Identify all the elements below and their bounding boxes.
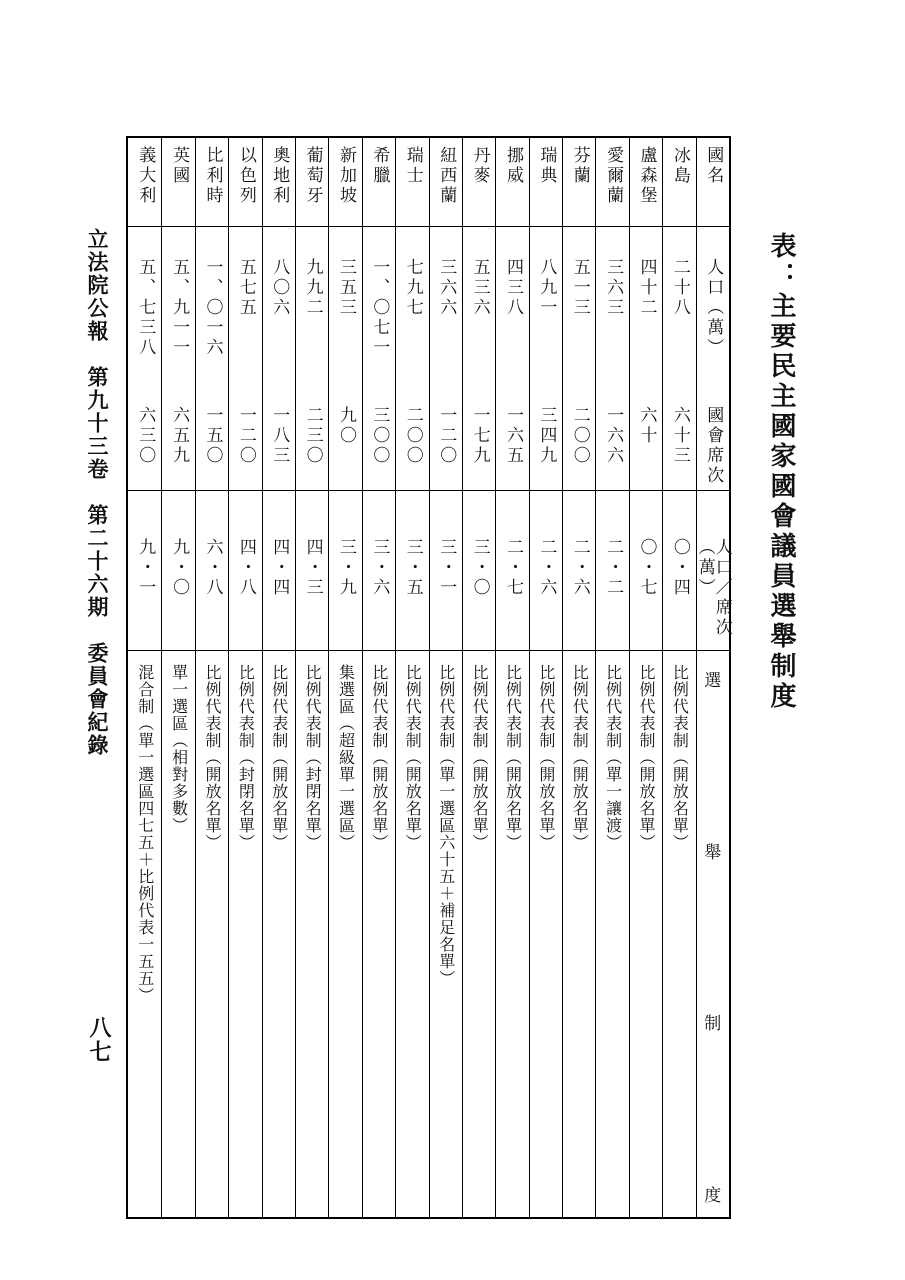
population-value: 一、〇一六: [202, 258, 223, 358]
system-value: 比例代表制（開放名單）: [637, 664, 657, 851]
ratio-value: 三・〇: [469, 538, 490, 598]
seats-value: 一七九: [469, 406, 490, 466]
header-population: 人口（萬）: [703, 258, 724, 358]
header-system-char: 舉: [704, 842, 722, 863]
country-name: 冰島: [669, 146, 690, 186]
system-value: 比例代表制（封閉名單）: [236, 664, 256, 851]
population-value: 三六六: [436, 258, 457, 318]
system-value: 比例代表制（開放名單）: [470, 664, 490, 851]
population-value: 九九二: [302, 258, 323, 318]
country-name: 義大利: [135, 146, 156, 206]
header-column: [694, 138, 732, 1217]
population-value: 五三六: [469, 258, 490, 318]
table-title: 表：主要民主國家國會議員選舉制度: [766, 232, 796, 712]
journal-header: 立法院公報 第九十三卷 第二十六期 委員會紀錄: [85, 228, 110, 757]
system-value: 集選區（超級單一選區）: [336, 664, 356, 851]
population-value: 五七五: [235, 258, 256, 318]
header-system-char: 度: [704, 1185, 722, 1206]
seats-value: 一六六: [603, 406, 624, 466]
system-value: 比例代表制（開放名單）: [570, 664, 590, 851]
country-name: 新加坡: [336, 146, 357, 206]
ratio-value: 四・八: [235, 538, 256, 598]
country-name: 比利時: [202, 146, 223, 206]
ratio-value: 四・三: [302, 538, 323, 598]
seats-value: 二〇〇: [402, 406, 423, 466]
seats-value: 六十: [636, 406, 657, 446]
table-row: [429, 138, 462, 1217]
system-value: 單一選區（相對多數）: [169, 664, 189, 834]
header-name: 國名: [703, 146, 724, 186]
ratio-value: 三・五: [402, 538, 423, 598]
country-name: 紐西蘭: [436, 146, 457, 206]
country-name: 奧地利: [269, 146, 290, 206]
page-number: 八七: [86, 1016, 112, 1064]
table-row: [228, 138, 261, 1217]
country-name: 英國: [169, 146, 190, 186]
population-value: 七九七: [402, 258, 423, 318]
seats-value: 一二〇: [235, 406, 256, 466]
table-row: [595, 138, 628, 1217]
seats-value: 一六五: [502, 406, 523, 466]
population-value: 二十八: [669, 258, 690, 318]
seats-value: 六三〇: [135, 406, 156, 466]
system-value: 比例代表制（開放名單）: [670, 664, 690, 851]
ratio-value: 二・六: [536, 538, 557, 598]
seats-value: 一五〇: [202, 406, 223, 466]
table-row: [295, 138, 328, 1217]
system-value: 比例代表制（封閉名單）: [303, 664, 323, 851]
seats-value: 三〇〇: [369, 406, 390, 466]
ratio-value: 〇・四: [669, 538, 690, 598]
ratio-value: 二・二: [603, 538, 624, 598]
country-name: 愛爾蘭: [603, 146, 624, 206]
system-value: 比例代表制（開放名單）: [536, 664, 556, 851]
country-name: 葡萄牙: [302, 146, 323, 206]
system-value: 比例代表制（開放名單）: [403, 664, 423, 851]
population-value: 四三八: [502, 258, 523, 318]
header-system: [697, 666, 729, 1206]
country-name: 以色列: [235, 146, 256, 206]
seats-value: 一二〇: [436, 406, 457, 466]
table-row: [262, 138, 295, 1217]
ratio-value: 〇・七: [636, 538, 657, 598]
table-row: [195, 138, 228, 1217]
seats-value: 一八三: [269, 406, 290, 466]
population-value: 五一三: [569, 258, 590, 318]
system-value: 比例代表制（開放名單）: [202, 664, 222, 851]
table-row: [328, 138, 361, 1217]
seats-value: 六五九: [169, 406, 190, 466]
ratio-value: 二・六: [569, 538, 590, 598]
ratio-value: 六・八: [202, 538, 223, 598]
population-value: 三六三: [603, 258, 624, 318]
table-row: [161, 138, 194, 1217]
header-system-char: 選: [704, 671, 722, 691]
system-value: 比例代表制（單一讓渡）: [603, 664, 623, 851]
system-value: 比例代表制（開放名單）: [269, 664, 289, 851]
ratio-value: 三・九: [336, 538, 357, 598]
ratio-value: 四・四: [269, 538, 290, 598]
table-row: [462, 138, 495, 1217]
table-row: [629, 138, 662, 1217]
system-value: 比例代表制（開放名單）: [369, 664, 389, 851]
country-name: 盧森堡: [636, 146, 657, 206]
table-band-line: [126, 490, 731, 491]
table-row: [395, 138, 428, 1217]
seats-value: 六十三: [669, 406, 690, 466]
ratio-value: 九・一: [135, 538, 156, 598]
table-band-line: [126, 226, 731, 227]
header-seats: 國會席次: [703, 406, 724, 486]
seats-value: 三四九: [536, 406, 557, 466]
header-system-char: 制: [704, 1014, 722, 1035]
table-row: [662, 138, 695, 1217]
population-value: 五、七三八: [135, 258, 156, 358]
table-row: [562, 138, 595, 1217]
table-band-line: [126, 650, 731, 651]
country-name: 挪威: [502, 146, 523, 186]
country-name: 瑞典: [536, 146, 557, 186]
ratio-value: 二・七: [502, 538, 523, 598]
header-ratio: 人口／席次（萬）: [694, 538, 732, 638]
table-row: [362, 138, 395, 1217]
system-value: 混合制（單一選區四七五＋比例代表一五五）: [135, 664, 155, 1004]
country-name: 芬蘭: [569, 146, 590, 186]
population-value: 八九一: [536, 258, 557, 318]
population-value: 八〇六: [269, 258, 290, 318]
seats-value: 二〇〇: [569, 406, 590, 466]
ratio-value: 三・一: [436, 538, 457, 598]
election-system-table: [126, 136, 731, 1219]
table-row: [529, 138, 562, 1217]
table-row: [128, 138, 161, 1217]
system-value: 比例代表制（單一選區六十五＋補足名單）: [436, 664, 456, 987]
system-value: 比例代表制（開放名單）: [503, 664, 523, 851]
seats-value: 九〇: [336, 406, 357, 446]
ratio-value: 三・六: [369, 538, 390, 598]
country-name: 希臘: [369, 146, 390, 186]
country-name: 丹麥: [469, 146, 490, 186]
population-value: 一、〇七一: [369, 258, 390, 358]
country-name: 瑞士: [402, 146, 423, 186]
population-value: 五、九一一: [169, 258, 190, 358]
population-value: 三五三: [336, 258, 357, 318]
table-row: [495, 138, 528, 1217]
seats-value: 二三〇: [302, 406, 323, 466]
ratio-value: 九・〇: [169, 538, 190, 598]
population-value: 四十二: [636, 258, 657, 318]
